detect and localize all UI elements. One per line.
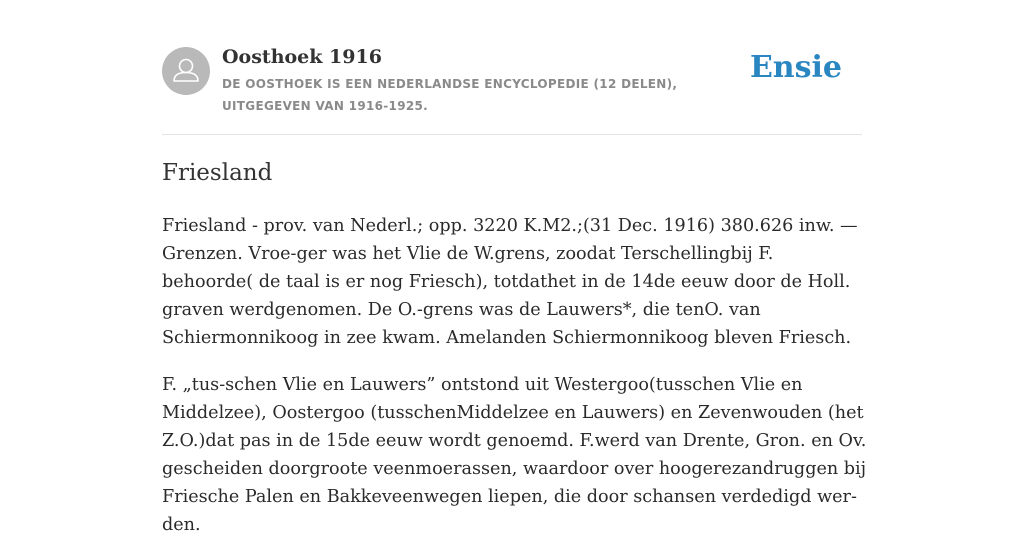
- entry-paragraph: F. „tus-schen Vlie en Lauwers” ontstond uit Westergoo(tusschen Vlie en Middelzee), Oostergoo (tusschenMiddelzee en Lauwers) en Zevenwouden (het Z.O.)dat pas in de 15de eeuw wordt genoemd. F.werd van Drente, Gron. en Ov. gescheiden doorgroote veenmoerassen, waardoor over hoogerezandruggen bij Friesche Palen en Bakkeveenwegen liepen, die door schansen verdedigd wer-den.: [162, 375, 867, 535]
- user-icon: [162, 47, 210, 95]
- entry-paragraph: Friesland - prov. van Nederl.; opp. 3220 K.M2.;(31 Dec. 1916) 380.626 inw. — Grenzen. Vroe-ger was het Vlie de W.grens, zoodat Terschellingbij F. behoorde( de taal is er nog Friesch), totdathet in de 14de eeuw door de Holl. graven werdgenomen. De O.-grens was de Lauwers*, die tenO. van Schiermonnikoog in zee kwam. Amelanden Schiermonnikoog bleven Friesch.: [162, 216, 858, 348]
- source-title[interactable]: Oosthoek 1916: [222, 46, 382, 68]
- ensie-logo[interactable]: Ensie: [749, 50, 842, 85]
- entry-title: Friesland: [162, 160, 273, 186]
- entry-body: [162, 212, 870, 558]
- source-header: [162, 0, 862, 135]
- avatar[interactable]: [162, 47, 210, 95]
- source-description: DE OOSTHOEK IS EEN NEDERLANDSE ENCYCLOPEDIE (12 DELEN), UITGEGEVEN VAN 1916-1925.: [222, 77, 678, 113]
- article-page: [162, 0, 867, 535]
